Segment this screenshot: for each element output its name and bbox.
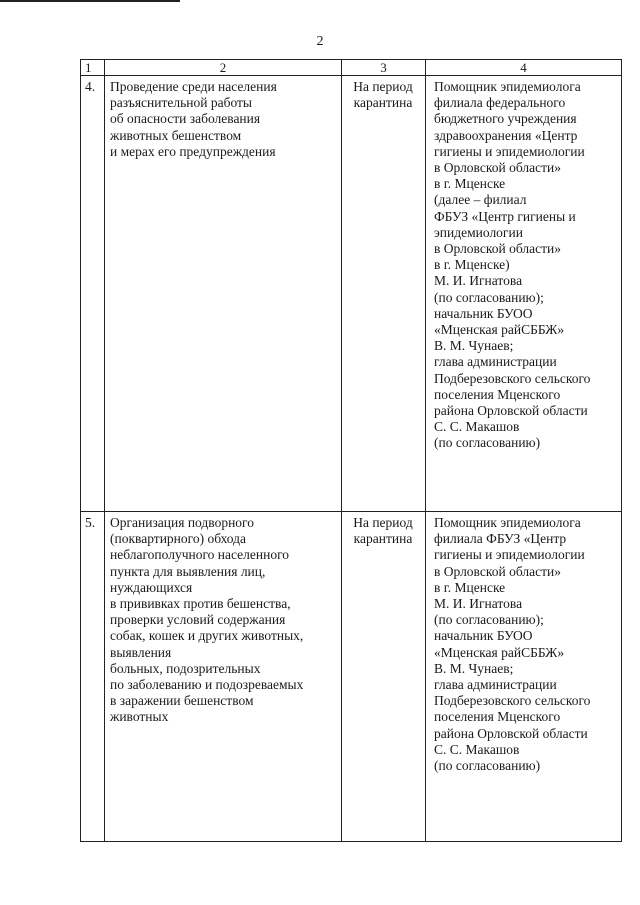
header-col-4: 4 (520, 60, 527, 75)
column-divider-3 (425, 60, 426, 841)
column-divider-2 (341, 60, 342, 841)
column-divider-1 (104, 60, 105, 841)
responsible-text: Помощник эпидемиолога филиала ФБУЗ «Центр гигиены и эпидемиологии в Орловской области» в г. Мценске М. И. Игнатова (по согласованию); начальник БУОО «Мценская райСББЖ» В. М. Чунаев; глава администрации Подберезовского сельского поселения Мценского района Орловской области С. С. Макашов (по согласованию) (434, 515, 591, 774)
responsible-text: Помощник эпидемиолога филиала федерального бюджетного учреждения здравоохранения «Центр гигиены и эпидемиологии в Орловской области» в г. Мценске (далее – филиал ФБУЗ «Центр гигиены и эпидемиологии в Орловской области» в г. Мценске) М. И. Игнатова (по согласованию); начальник БУОО «Мценская райСББЖ» В. М. Чунаев; глава администрации Подберезовского сельского поселения Мценского района Орловской области С. С. Макашов (по согласованию) (434, 79, 591, 451)
activities-table (80, 59, 622, 842)
activity-text: Организация подворного (поквартирного) обхода неблагополучного населенного пункта для выявления лиц, нуждающихся в прививках против бешенства, проверки условий содержания собак, кошек и других животных, выявления больных, подозрительных по заболеванию и подозреваемых в заражении бешенством животных (110, 515, 304, 725)
row-number: 4. (85, 79, 96, 94)
row-divider (81, 511, 621, 512)
period-text: На период карантина (353, 515, 413, 547)
period-text: На период карантина (353, 79, 413, 111)
header-col-1: 1 (85, 60, 92, 75)
scan-edge-line (0, 0, 180, 2)
page-number: 2 (316, 34, 324, 49)
header-col-3: 3 (380, 60, 387, 75)
header-col-2: 2 (219, 60, 227, 75)
row-number: 5. (85, 515, 96, 530)
activity-text: Проведение среди населения разъяснительной работы об опасности заболевания животных бешенством и мерах его предупреждения (110, 79, 277, 159)
